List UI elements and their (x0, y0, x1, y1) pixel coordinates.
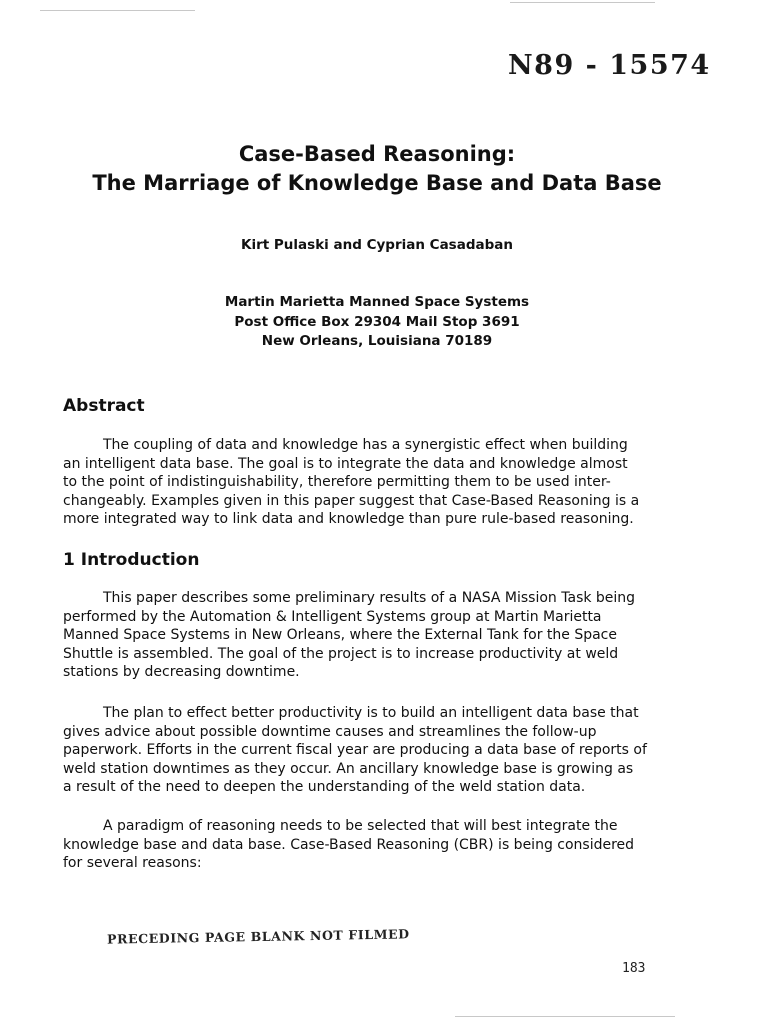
introduction-paragraph-1 (63, 589, 703, 682)
scan-artifact-top-right (510, 2, 655, 3)
intro-line: A paradigm of reasoning needs to be selected that will best integrate the (103, 818, 618, 834)
paper-title-line-2: The Marriage of Knowledge Base and Data Base (92, 171, 662, 195)
introduction-paragraph-3 (63, 817, 703, 873)
abstract-heading: Abstract (63, 396, 145, 416)
intro-line: Manned Space Systems in New Orleans, where the External Tank for the Space (63, 627, 617, 643)
introduction-heading: 1 Introduction (63, 550, 200, 570)
abstract-line: more integrated way to link data and knowledge than pure rule-based reasoning. (63, 511, 634, 527)
intro-line: paperwork. Efforts in the current fiscal year are producing a data base of reports of (63, 742, 647, 758)
scan-artifact-top-left (40, 10, 195, 11)
intro-line: stations by decreasing downtime. (63, 664, 300, 680)
introduction-paragraph-2 (63, 704, 703, 797)
affiliation-organization: Martin Marietta Manned Space Systems (224, 294, 530, 310)
abstract-line: to the point of indistinguishability, therefore permitting them to be used inter- (63, 474, 611, 490)
intro-line: gives advice about possible downtime causes and streamlines the follow-up (63, 723, 597, 740)
intro-line: for several reasons: (63, 855, 202, 871)
intro-line: Shuttle is assembled. The goal of the project is to increase productivity at weld (63, 645, 619, 662)
scan-artifact-bottom (455, 1016, 675, 1017)
affiliation-address: Post Office Box 29304 Mail Stop 3691 (234, 314, 520, 330)
abstract-line: an intelligent data base. The goal is to integrate the data and knowledge almost (63, 455, 628, 472)
abstract-line: The coupling of data and knowledge has a synergistic effect when building (103, 437, 628, 453)
abstract-line: changeably. Examples given in this paper suggest that Case-Based Reasoning is a (63, 492, 640, 509)
page-number: 183 (622, 961, 646, 976)
preceding-page-stamp: PRECEDING PAGE BLANK NOT FILMED (106, 926, 410, 947)
intro-line: weld station downtimes as they occur. An ancillary knowledge base is growing as (63, 760, 634, 777)
abstract-paragraph (63, 436, 703, 529)
intro-line: This paper describes some preliminary results of a NASA Mission Task being (103, 590, 636, 606)
paper-title-line-1: Case-Based Reasoning: (238, 142, 516, 166)
intro-line: a result of the need to deepen the understanding of the weld station data. (63, 779, 586, 795)
intro-line: The plan to effect better productivity is to build an intelligent data base that (103, 705, 639, 721)
affiliation-city: New Orleans, Louisiana 70189 (261, 333, 493, 349)
intro-line: knowledge base and data base. Case-Based Reasoning (CBR) is being considered (63, 836, 635, 853)
intro-line: performed by the Automation & Intelligent Systems group at Martin Marietta (63, 608, 602, 625)
accession-number: N89 - 15574 (508, 50, 711, 81)
paper-authors: Kirt Pulaski and Cyprian Casadaban (241, 237, 513, 253)
